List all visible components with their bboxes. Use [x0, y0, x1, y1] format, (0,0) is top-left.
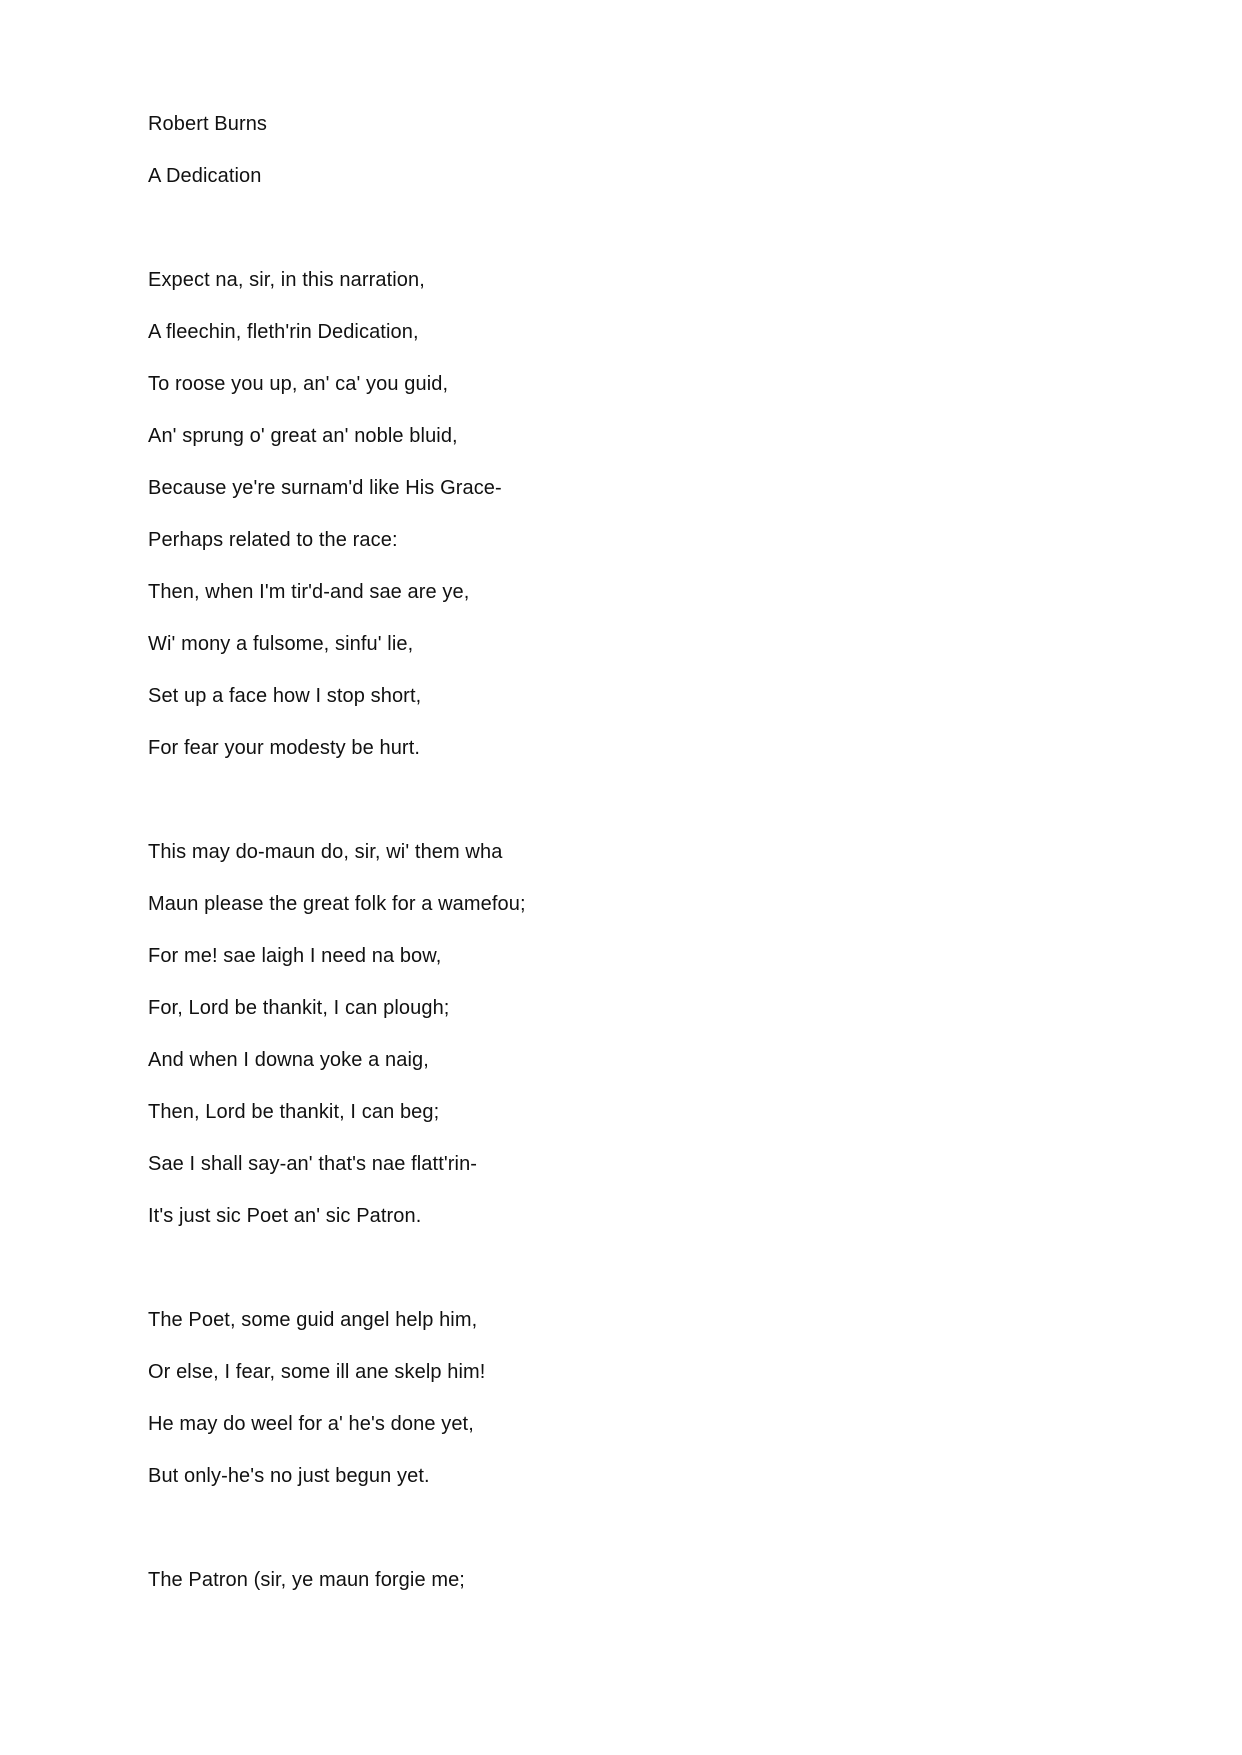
author-name: Robert Burns	[148, 113, 268, 135]
poem-line: Then, when I'm tir'd-and sae are ye,	[148, 581, 470, 603]
poem-line: And when I downa yoke a naig,	[148, 1049, 429, 1071]
poem-line: A fleechin, fleth'rin Dedication,	[148, 321, 419, 343]
poem-line: It's just sic Poet an' sic Patron.	[148, 1205, 422, 1227]
poem-line: Set up a face how I stop short,	[148, 685, 422, 707]
poem-line: The Poet, some guid angel help him,	[148, 1309, 478, 1331]
poem-line: Maun please the great folk for a wamefou;	[148, 893, 526, 915]
poem-title: A Dedication	[148, 165, 262, 187]
poem-line: For, Lord be thankit, I can plough;	[148, 997, 450, 1019]
poem-line: Then, Lord be thankit, I can beg;	[148, 1101, 440, 1123]
poem-line: The Patron (sir, ye maun forgie me;	[148, 1569, 465, 1591]
poem-line: For fear your modesty be hurt.	[148, 737, 421, 759]
poem-line: For me! sae laigh I need na bow,	[148, 945, 442, 967]
poem-line: He may do weel for a' he's done yet,	[148, 1413, 474, 1435]
poem-line: Wi' mony a fulsome, sinfu' lie,	[148, 633, 414, 655]
poem-line: Because ye're surnam'd like His Grace-	[148, 477, 502, 499]
poem-line: To roose you up, an' ca' you guid,	[148, 373, 449, 395]
poem-line: Or else, I fear, some ill ane skelp him!	[148, 1361, 486, 1383]
poem-line: This may do-maun do, sir, wi' them wha	[148, 841, 503, 863]
poem-line: Sae I shall say-an' that's nae flatt'rin-	[148, 1153, 478, 1175]
poem-line: But only-he's no just begun yet.	[148, 1465, 430, 1487]
poem-line: Perhaps related to the race:	[148, 529, 398, 551]
poem-line: Expect na, sir, in this narration,	[148, 269, 425, 291]
poem-line: An' sprung o' great an' noble bluid,	[148, 425, 458, 447]
